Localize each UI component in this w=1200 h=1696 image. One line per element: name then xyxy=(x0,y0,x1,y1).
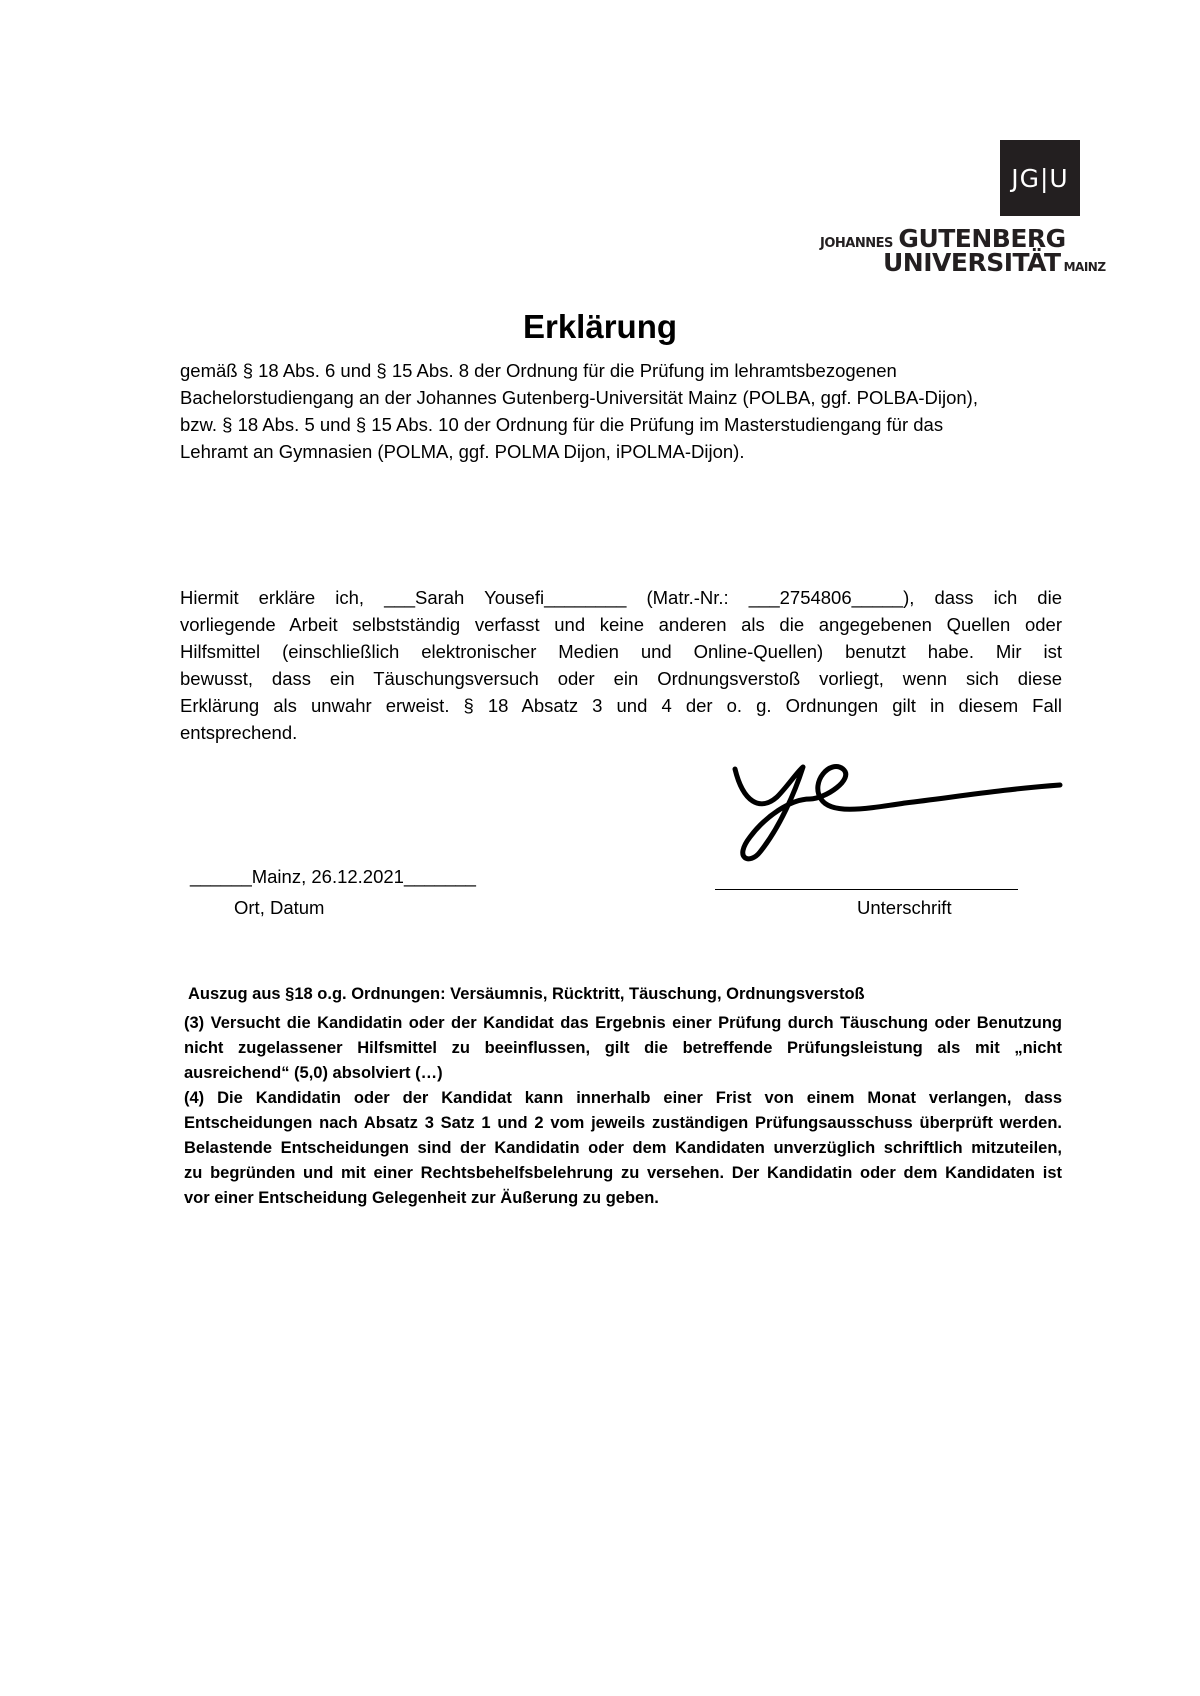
declaration-paragraph xyxy=(180,584,1062,746)
declaration-line: bewusst, dass ein Täuschungsversuch oder ein Ordnungsverstoß vorliegt, wenn sich diese xyxy=(180,668,1062,689)
excerpt-line: vor einer Entscheidung Gelegenheit zur Äußerung zu geben. xyxy=(184,1189,659,1207)
university-logo-mark xyxy=(1000,140,1080,216)
place-date-label: Ort, Datum xyxy=(234,897,325,918)
declaration-line: Hiermit erkläre ich, ___Sarah Yousefi________ (Matr.-Nr.: ___2754806_____), dass ich die xyxy=(180,587,1062,608)
handwritten-signature xyxy=(725,757,1065,867)
intro-line: gemäß § 18 Abs. 6 und § 15 Abs. 8 der Ordnung für die Prüfung im lehramtsbezogenen xyxy=(180,360,897,381)
intro-paragraph xyxy=(180,357,1080,465)
excerpt-line: zu begründen und mit einer Rechtsbehelfsbelehrung zu versehen. Der Kandidatin oder dem Kandidaten ist xyxy=(184,1164,1062,1182)
logo-johannes: JOHANNES xyxy=(820,236,893,251)
document-title: Erklärung xyxy=(522,308,678,345)
excerpt-line: ausreichend“ (5,0) absolviert (…) xyxy=(184,1064,443,1082)
logo-wordmark-line2 xyxy=(883,248,1106,277)
excerpt-line: Entscheidungen nach Absatz 3 Satz 1 und 2 vom jeweils zuständigen Prüfungsausschuss überprüft werden. xyxy=(184,1114,1062,1132)
excerpt-line: Belastende Entscheidungen sind der Kandidatin oder dem Kandidaten unverzüglich schriftlich mitzuteilen, xyxy=(184,1139,1062,1157)
excerpt-line: (4) Die Kandidatin oder der Kandidat kann innerhalb einer Frist von einem Monat verlangen, dass xyxy=(184,1089,1062,1107)
declaration-line: entsprechend. xyxy=(180,722,298,743)
signature-line xyxy=(715,889,1018,890)
declaration-line: Hilfsmittel (einschließlich elektronischer Medien und Online-Quellen) benutzt habe. Mir ist xyxy=(180,641,1062,662)
place-date-field: ______Mainz, 26.12.2021_______ xyxy=(190,866,476,887)
signature-label: Unterschrift xyxy=(857,897,952,918)
declaration-line: Erklärung als unwahr erweist. § 18 Absatz 3 und 4 der o. g. Ordnungen gilt in diesem Fall xyxy=(180,695,1062,716)
excerpt-line: nicht zugelassener Hilfsmittel zu beeinflussen, gilt die betreffende Prüfungsleistung als mit „nicht xyxy=(184,1039,1062,1057)
intro-line: Bachelorstudiengang an der Johannes Gutenberg-Universität Mainz (POLBA, ggf. POLBA-Dijon), xyxy=(180,387,978,408)
logo-mainz: MAINZ xyxy=(1063,260,1106,274)
intro-line: Lehramt an Gymnasien (POLMA, ggf. POLMA Dijon, iPOLMA-Dijon). xyxy=(180,441,745,462)
intro-line: bzw. § 18 Abs. 5 und § 15 Abs. 10 der Ordnung für die Prüfung im Masterstudiengang für das xyxy=(180,414,944,435)
declaration-line: vorliegende Arbeit selbstständig verfasst und keine anderen als die angegebenen Quellen oder xyxy=(180,614,1062,635)
logo-gutenberg: GUTENBERG xyxy=(898,224,1066,253)
logo-universitaet: UNIVERSITÄT xyxy=(883,248,1061,277)
excerpt-line: (3) Versucht die Kandidatin oder der Kandidat das Ergebnis einer Prüfung durch Täuschung oder Benutzung xyxy=(184,1014,1062,1032)
excerpt-paragraph xyxy=(184,1011,1062,1211)
logo-mark-text: JG|U xyxy=(1011,163,1069,193)
excerpt-heading: Auszug aus §18 o.g. Ordnungen: Versäumnis, Rücktritt, Täuschung, Ordnungsverstoß xyxy=(188,985,865,1003)
